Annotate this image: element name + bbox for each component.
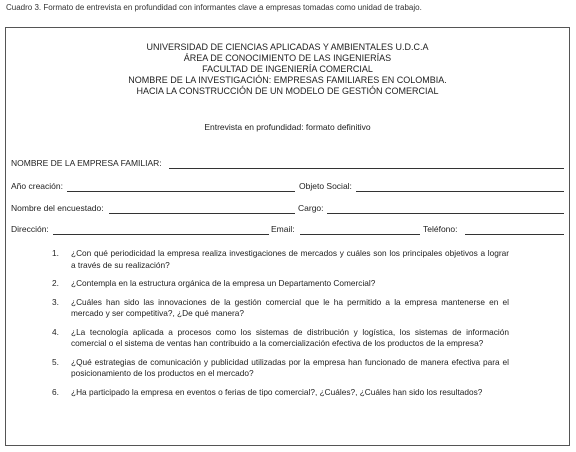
- question-number: 5.: [52, 356, 59, 367]
- question-text: ¿La tecnología aplicada a procesos como los sistemas de distribución y logística, los sistemas de información comercial o el sistema de ventas han contribuido a la comercialización efectiva de los productos de la empresa?: [71, 326, 509, 348]
- address-label: Dirección:: [11, 224, 49, 234]
- header-research-subtitle: HACIA LA CONSTRUCCIÓN DE UN MODELO DE GESTIÓN COMERCIAL: [136, 86, 439, 96]
- header-research-name: NOMBRE DE LA INVESTIGACIÓN: EMPRESAS FAMILIARES EN COLOMBIA.: [128, 75, 447, 85]
- phone-label: Teléfono:: [423, 224, 458, 234]
- form-header: [6, 42, 569, 97]
- year-object-row: [11, 181, 564, 193]
- question-text: ¿Con qué periodicidad la empresa realiza investigaciones de mercados y cuáles son los principales objetivos a lograr a través de su realización?: [71, 248, 509, 270]
- email-field[interactable]: [300, 234, 420, 235]
- question-number: 4.: [52, 326, 59, 337]
- phone-field[interactable]: [465, 234, 564, 235]
- list-item: [52, 248, 509, 271]
- form-subtitle: Entrevista en profundidad: formato definitivo: [204, 122, 371, 132]
- question-text: ¿Cuáles han sido las innovaciones de la gestión comercial que le ha permitido a la empresa mantenerse en el mercado y ser competitiva?, ¿De qué manera?: [71, 296, 509, 318]
- company-name-field[interactable]: [169, 168, 564, 169]
- list-item: [52, 297, 509, 320]
- question-text: ¿Ha participado la empresa en eventos o ferias de tipo comercial?, ¿Cuáles?, ¿Cuáles han sido los resultados?: [71, 386, 483, 397]
- header-university: UNIVERSIDAD DE CIENCIAS APLICADAS Y AMBIENTALES U.D.C.A: [146, 42, 429, 52]
- respondent-position-row: [11, 203, 564, 215]
- respondent-name-field[interactable]: [109, 213, 295, 214]
- respondent-name-label: Nombre del encuestado:: [11, 203, 104, 213]
- year-created-field[interactable]: [67, 191, 295, 192]
- social-object-field[interactable]: [356, 191, 564, 192]
- interview-form: [5, 27, 570, 446]
- question-number: 6.: [52, 386, 59, 397]
- question-text: ¿Qué estrategias de comunicación y publicidad utilizadas por la empresa han funcionado de manera efectiva para el posicionamiento de los productos en el mercado?: [71, 356, 509, 378]
- list-item: [52, 278, 509, 290]
- social-object-label: Objeto Social:: [299, 181, 352, 191]
- position-field[interactable]: [327, 213, 564, 214]
- question-number: 1.: [52, 248, 59, 258]
- list-item: [52, 387, 509, 399]
- question-text: ¿Contempla en la estructura orgánica de la empresa un Departamento Comercial?: [71, 278, 376, 288]
- year-created-label: Año creación:: [11, 181, 63, 191]
- question-number: 3.: [52, 296, 59, 307]
- header-area: ÁREA DE CONOCIMIENTO DE LAS INGENIERÍAS: [183, 53, 392, 63]
- address-field[interactable]: [53, 234, 269, 235]
- list-item: [52, 327, 509, 350]
- question-number: 2.: [52, 278, 59, 288]
- list-item: [52, 357, 509, 380]
- table-caption: Cuadro 3. Formato de entrevista en profundidad con informantes clave a empresas tomadas como unidad de trabajo.: [6, 3, 422, 12]
- company-name-label: NOMBRE DE LA EMPRESA FAMILIAR:: [11, 158, 162, 168]
- question-list: [52, 248, 509, 405]
- header-faculty: FACULTAD DE INGENIERÍA COMERCIAL: [202, 64, 373, 74]
- company-name-row: [11, 158, 564, 170]
- email-label: Email:: [271, 224, 295, 234]
- contact-row: [11, 224, 564, 236]
- position-label: Cargo:: [298, 203, 324, 213]
